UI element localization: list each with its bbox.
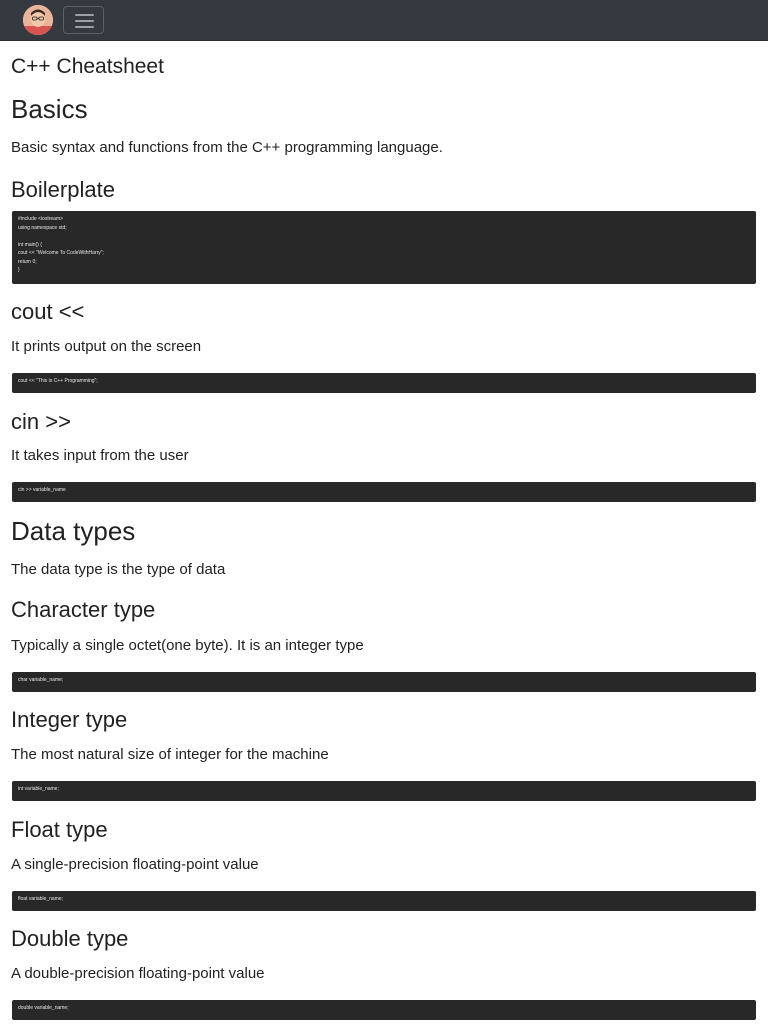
basics-description: Basic syntax and functions from the C++ programming language. — [11, 139, 443, 156]
heading-double-type: Double type — [11, 926, 129, 951]
heading-cout: cout << — [11, 299, 85, 324]
page-title: C++ Cheatsheet — [11, 55, 164, 78]
heading-basics: Basics — [11, 94, 88, 124]
double-code-block: double variable_name; — [12, 1000, 756, 1020]
top-navbar — [0, 0, 768, 41]
hamburger-icon — [75, 14, 94, 28]
double-type-description: A double-precision floating-point value — [11, 965, 265, 982]
cout-code-block: cout << "This is C++ Programming"; — [12, 373, 756, 393]
avatar[interactable] — [23, 5, 53, 35]
data-types-description: The data type is the type of data — [11, 561, 226, 578]
boilerplate-code-block: #include <iostream> using namespace std; int main() { cout << "Welcome To CodeWithHarry"; return 0; } — [12, 211, 756, 284]
character-code-block: char variable_name; — [12, 672, 756, 692]
character-type-description: Typically a single octet(one byte). It is an integer type — [11, 637, 364, 654]
heading-boilerplate: Boilerplate — [11, 177, 115, 202]
menu-toggle-button[interactable] — [63, 6, 104, 34]
float-type-description: A single-precision floating-point value — [11, 856, 259, 873]
heading-data-types: Data types — [11, 516, 136, 546]
heading-float-type: Float type — [11, 817, 108, 842]
cin-description: It takes input from the user — [11, 447, 189, 464]
cin-code-block: cin >> variable_name — [12, 482, 756, 502]
heading-cin: cin >> — [11, 409, 71, 434]
heading-integer-type: Integer type — [11, 707, 128, 732]
cout-description: It prints output on the screen — [11, 338, 202, 355]
integer-code-block: int variable_name; — [12, 781, 756, 801]
heading-character-type: Character type — [11, 597, 156, 622]
avatar-image — [23, 5, 53, 35]
integer-type-description: The most natural size of integer for the machine — [11, 746, 329, 763]
float-code-block: float variable_name; — [12, 891, 756, 911]
